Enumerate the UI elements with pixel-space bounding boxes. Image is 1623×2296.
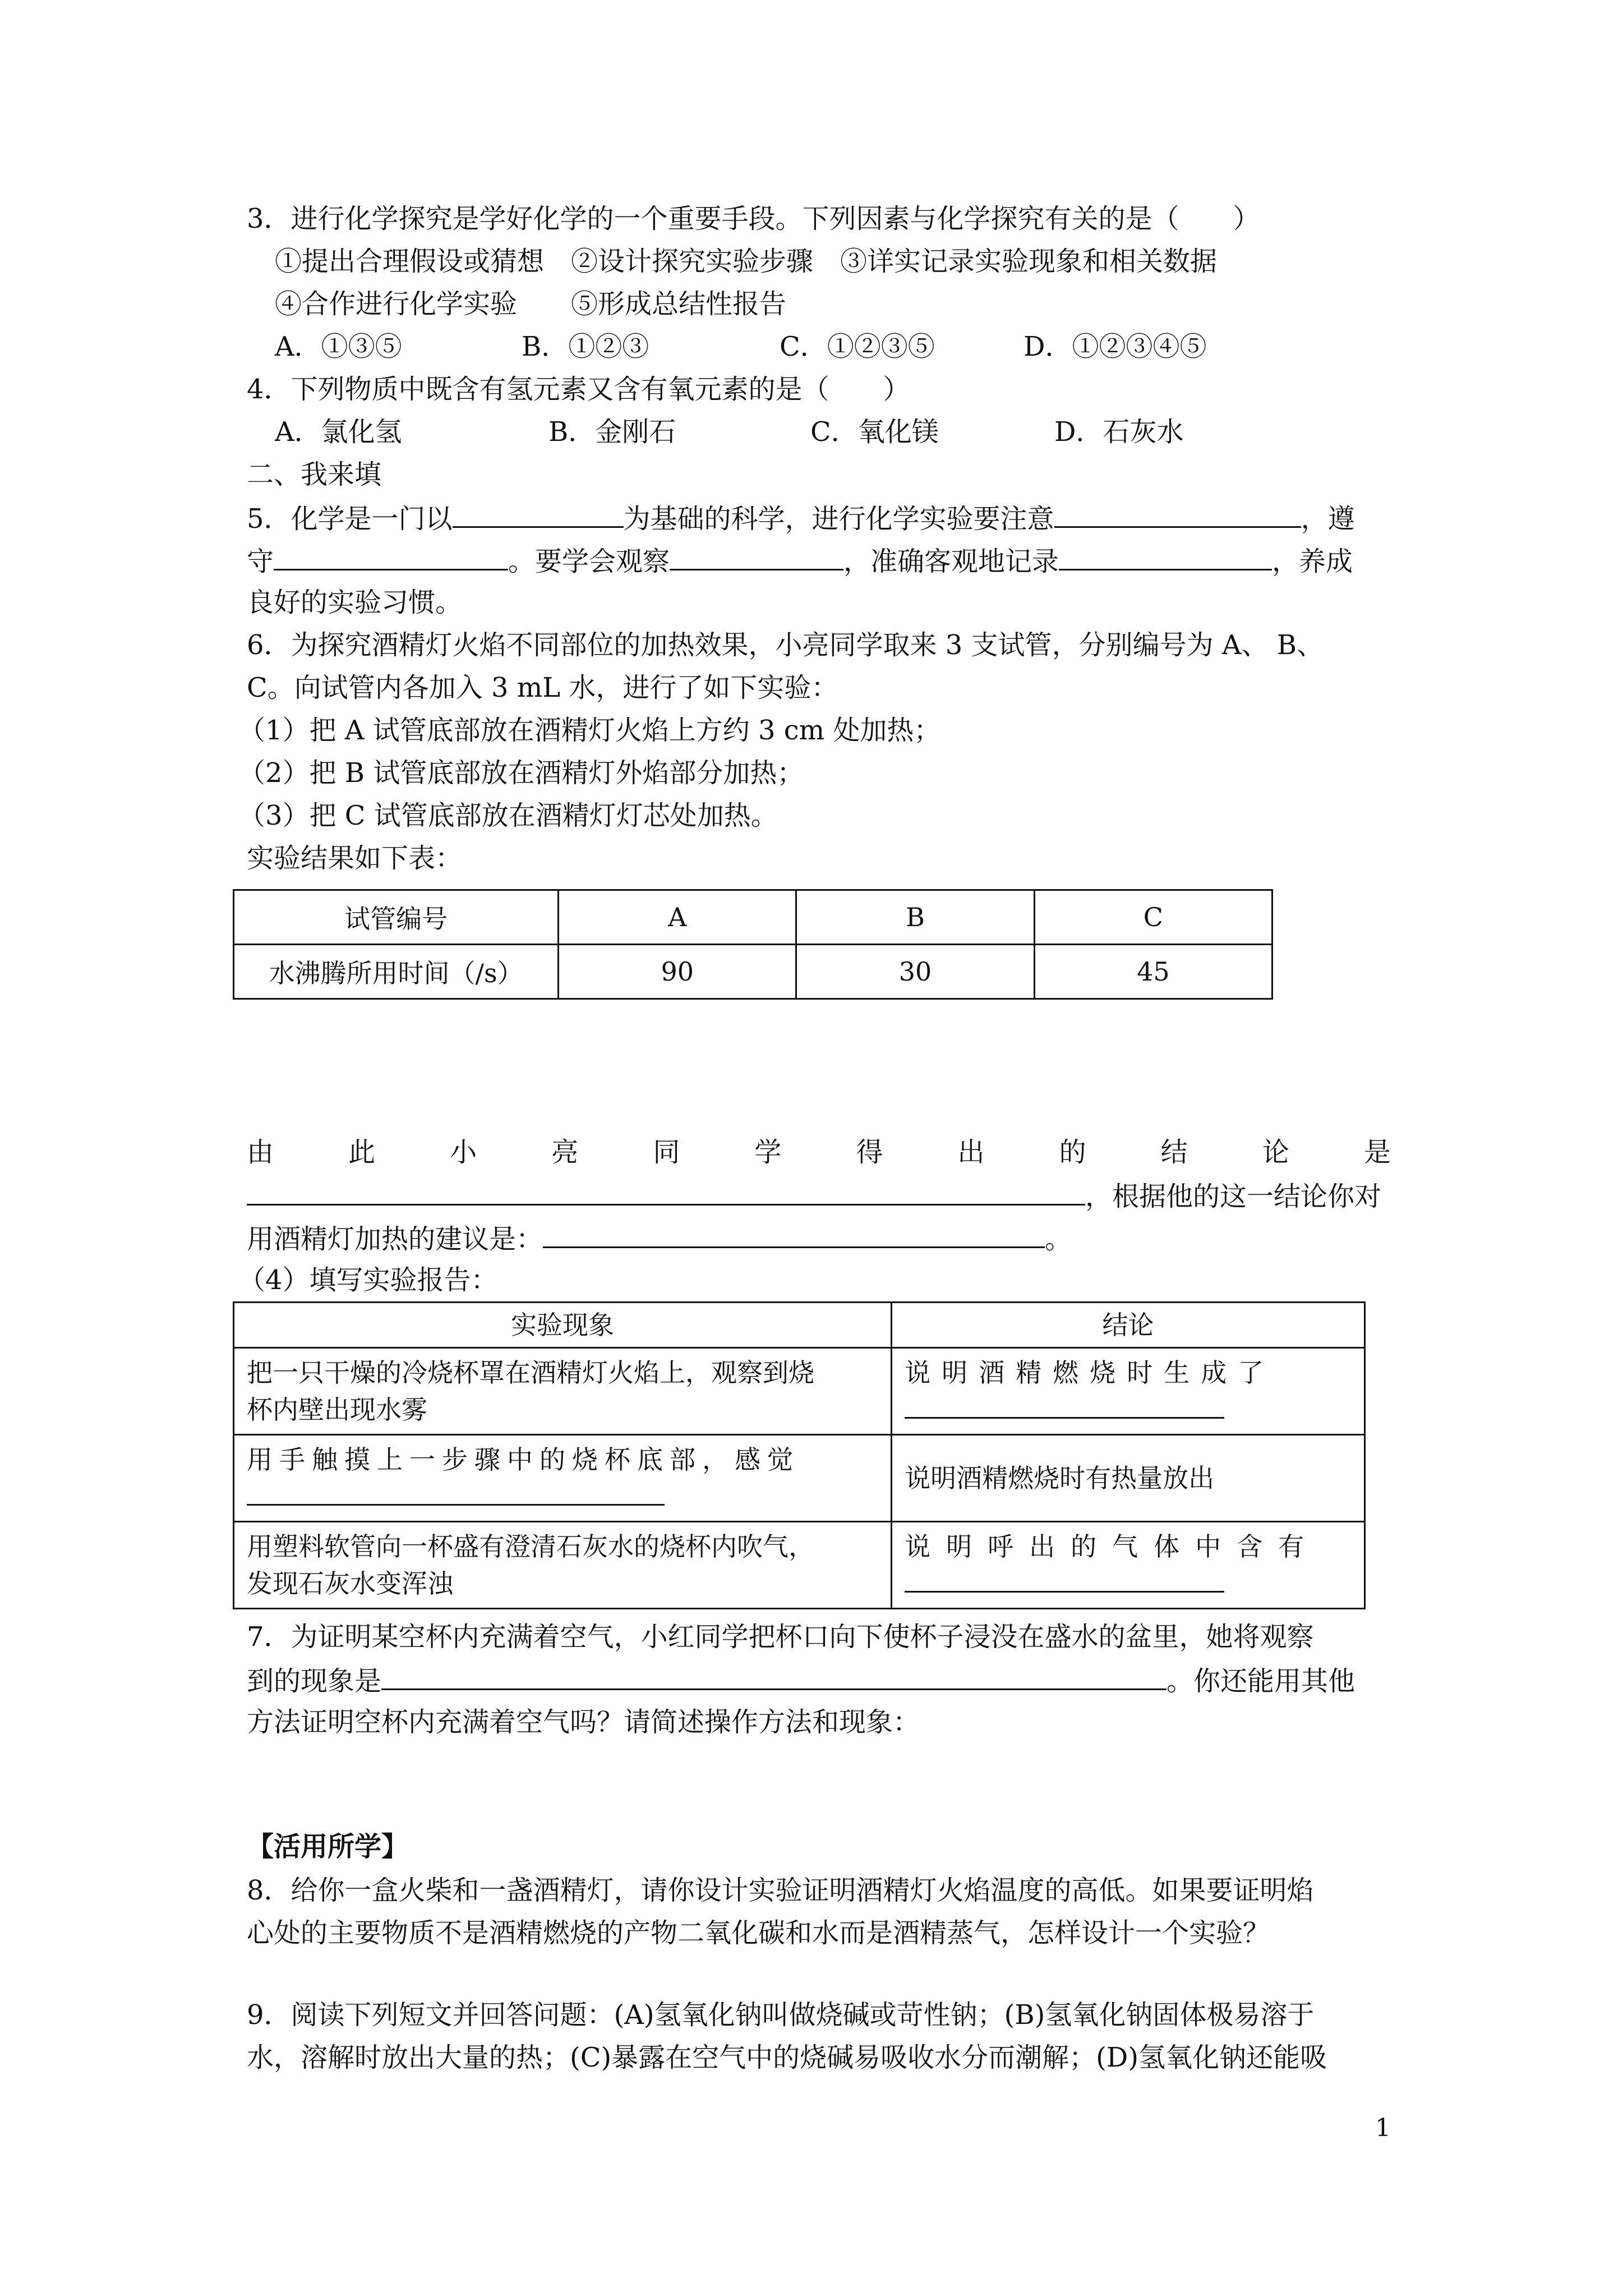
q4-option-a: A．氯化氢 [275,416,402,448]
q6-result-intro: 实验结果如下表： [247,843,463,874]
q6-step3: （3）把 C 试管底部放在酒精灯灯芯处加热。 [238,800,778,831]
q3-option-b: B．①②③ [522,331,649,362]
q5-line1: 5．化学是一门以 为基础的科学，进行化学实验要注意 ，遵 [247,500,1355,536]
answer-blank[interactable] [1059,543,1272,570]
q4-stem: 4．下列物质中既含有氢元素又含有氧元素的是（ ） [247,374,910,405]
q5-line3: 良好的实验习惯。 [247,587,463,618]
boiling-time-table [233,889,1273,1000]
q9-line1: 9．阅读下列短文并回答问题：(A)氢氧化钠叫做烧碱或苛性钠；(B)氢氧化钠固体极易溶于 [247,1999,1315,2031]
q3-stem: 3．进行化学探究是学好化学的一个重要手段。下列因素与化学探究有关的是（ ） [247,203,1260,234]
table-cell: 说明酒精燃烧时有热量放出 [892,1435,1365,1522]
answer-blank[interactable] [905,1391,1224,1419]
q4-option-c: C．氧化镁 [810,416,939,448]
table-row [234,945,1272,999]
q6-step4: （4）填写实验报告： [238,1264,498,1296]
table-cell: A [559,890,796,945]
table-cell: B [796,890,1034,945]
table-row [234,1522,1365,1609]
q7-line1: 7．为证明某空杯内充满着空气，小红同学把杯口向下使杯子浸没在盛水的盆里，她将观察 [247,1621,1314,1653]
q3-items-line1: ①提出合理假设或猜想 ②设计探究实验步骤 ③详实记录实验现象和相关数据 [275,246,1218,277]
table-row [234,1435,1365,1522]
q8-line1: 8．给你一盒火柴和一盏酒精灯，请你设计实验证明酒精灯火焰温度的高低。如果要证明焰 [247,1875,1314,1906]
table-header-row [234,890,1272,945]
table-cell: C [1034,890,1272,945]
page-number: 1 [1375,2114,1391,2142]
answer-blank[interactable] [247,1178,1085,1205]
q6-conclusion-line1: 由 此 小 亮 同 学 得 出 的 结 论 是 [247,1137,1391,1168]
q9-line2: 水，溶解时放出大量的热；(C)暴露在空气中的烧碱易吸收水分而潮解；(D)氢氧化钠还能吸 [247,2042,1327,2073]
table-cell: 水沸腾所用时间（/s） [234,945,559,999]
table-cell: 用手触摸上一步骤中的烧杯底部，感觉 [234,1435,892,1522]
table-cell: 结论 [892,1303,1365,1348]
table-row [234,1348,1365,1435]
table-cell: 30 [796,945,1034,999]
table-cell: 45 [1034,945,1272,999]
answer-blank[interactable] [381,1663,1166,1690]
q7-line2: 到的现象是 。你还能用其他 [247,1663,1355,1698]
q6-step1: （1）把 A 试管底部放在酒精灯火焰上方约 3 cm 处加热； [238,715,941,746]
q6-conclusion-line3: 用酒精灯加热的建议是： 。 [247,1221,1072,1256]
answer-blank[interactable] [274,543,508,570]
table-cell: 实验现象 [234,1303,892,1348]
table-header-row [234,1303,1365,1348]
answer-blank[interactable] [543,1221,1045,1248]
answer-blank[interactable] [453,500,624,528]
table-cell: 用塑料软管向一杯盛有澄清石灰水的烧杯内吹气， 发现石灰水变浑浊 [234,1522,892,1609]
answer-blank[interactable] [247,1478,665,1506]
q8-line2: 心处的主要物质不是酒精燃烧的产物二氧化碳和水而是酒精蒸气，怎样设计一个实验？ [247,1917,1270,1949]
q4-option-b: B．金刚石 [548,416,676,448]
answer-blank[interactable] [670,543,843,570]
q6-line2: C。向试管内各加入 3 mL 水，进行了如下实验： [247,672,838,703]
table-cell: 把一只干燥的冷烧杯罩在酒精灯火焰上，观察到烧 杯内壁出现水雾 [234,1348,892,1435]
table-cell: 试管编号 [234,890,559,945]
table-cell: 90 [559,945,796,999]
section-title-apply: 【活用所学】 [247,1831,409,1862]
answer-blank[interactable] [905,1565,1224,1593]
q7-line3: 方法证明空杯内充满着空气吗？请简述操作方法和现象： [247,1706,920,1738]
q5-line2: 守 。要学会观察 ，准确客观地记录 ，养成 [247,543,1353,578]
q6-line1: 6．为探究酒精灯火焰不同部位的加热效果，小亮同学取来 3 支试管，分别编号为 A、 B、 [247,629,1324,661]
q3-option-c: C．①②③⑤ [780,331,935,362]
q3-items-line2: ④合作进行化学实验 ⑤形成总结性报告 [275,288,787,320]
answer-blank[interactable] [1054,500,1301,528]
q6-conclusion-line2: ，根据他的这一结论你对 [247,1178,1381,1213]
q3-option-a: A．①③⑤ [275,331,402,362]
experiment-report-table [233,1301,1366,1609]
q6-step2: （2）把 B 试管底部放在酒精灯外焰部分加热； [238,757,804,789]
table-cell: 说明酒精燃烧时生成了 [892,1348,1365,1435]
section-title-fill: 二、我来填 [247,459,382,490]
q3-option-d: D．①②③④⑤ [1023,331,1207,362]
table-cell: 说明呼出的气体中含有 [892,1522,1365,1609]
q4-option-d: D．石灰水 [1054,416,1184,448]
